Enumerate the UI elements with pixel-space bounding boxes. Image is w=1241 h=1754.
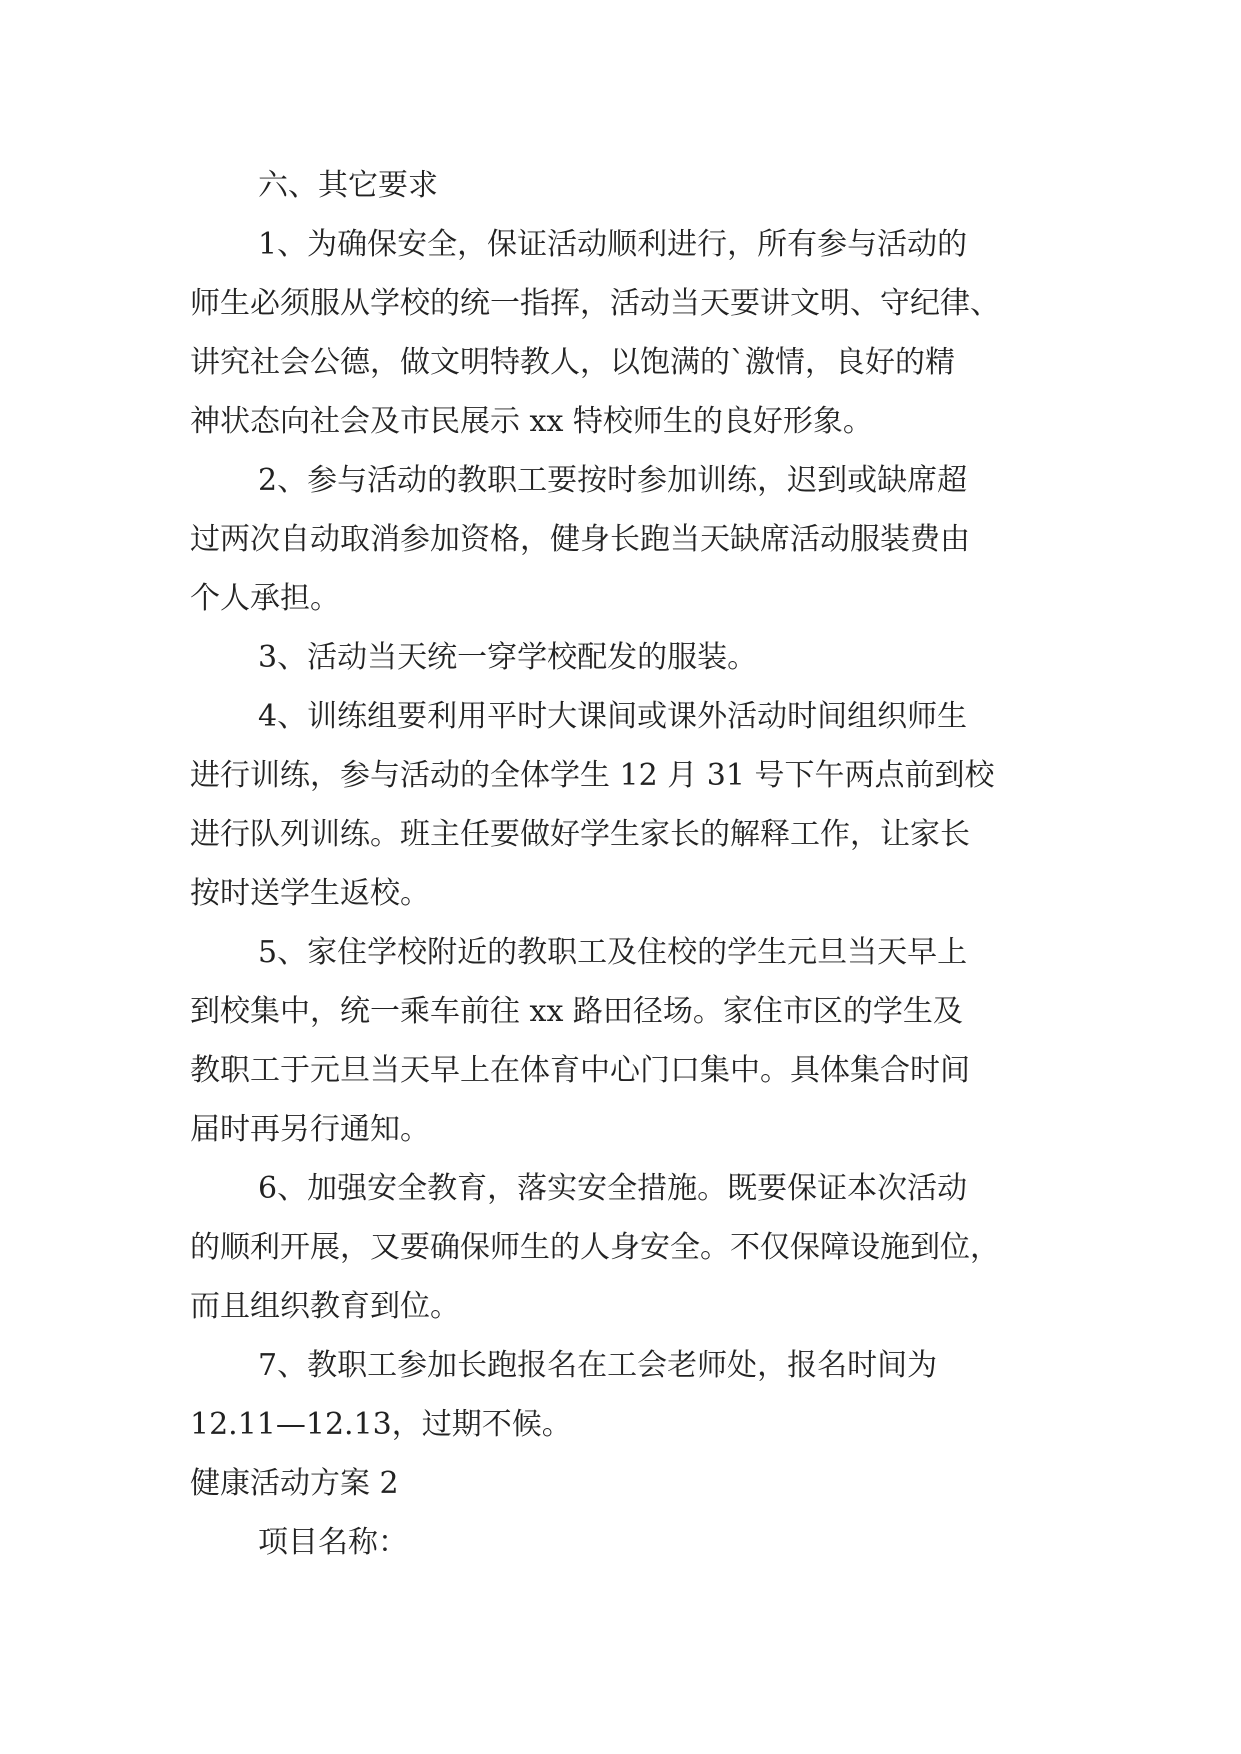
- paragraph-line: 7、教职工参加长跑报名在工会老师处，报名时间为: [258, 1348, 938, 1383]
- section-heading: 六、其它要求: [258, 168, 438, 203]
- paragraph-line: 按时送学生返校。: [190, 876, 430, 911]
- paragraph-line: 1、为确保安全，保证活动顺利进行，所有参与活动的: [258, 227, 968, 262]
- paragraph-line: 5、家住学校附近的教职工及住校的学生元旦当天早上: [258, 935, 968, 970]
- paragraph-line: 师生必须服从学校的统一指挥，活动当天要讲文明、守纪律、: [190, 286, 1000, 321]
- paragraph-line: 届时再另行通知。: [190, 1112, 430, 1147]
- paragraph-line: 3、活动当天统一穿学校配发的服装。: [258, 640, 758, 675]
- paragraph-line: 4、训练组要利用平时大课间或课外活动时间组织师生: [258, 699, 968, 734]
- paragraph-line: 而且组织教育到位。: [190, 1289, 460, 1324]
- paragraph-line: 过两次自动取消参加资格，健身长跑当天缺席活动服装费由: [190, 522, 970, 557]
- paragraph-line: 进行训练，参与活动的全体学生 12 月 31 号下午两点前到校: [190, 758, 995, 793]
- paragraph-line: 神状态向社会及市民展示 xx 特校师生的良好形象。: [190, 404, 873, 439]
- paragraph-line: 6、加强安全教育，落实安全措施。既要保证本次活动: [258, 1171, 968, 1206]
- field-label: 项目名称：: [258, 1525, 408, 1560]
- paragraph-line: 的顺利开展，又要确保师生的人身安全。不仅保障设施到位，: [190, 1230, 1000, 1265]
- paragraph-line: 进行队列训练。班主任要做好学生家长的解释工作，让家长: [190, 817, 970, 852]
- paragraph-line: 教职工于元旦当天早上在体育中心门口集中。具体集合时间: [190, 1053, 970, 1088]
- paragraph-line: 12.11—12.13，过期不候。: [190, 1407, 572, 1442]
- paragraph-line: 个人承担。: [190, 581, 340, 616]
- paragraph-line: 讲究社会公德，做文明特教人，以饱满的`激情，良好的精: [190, 345, 955, 380]
- paragraph-line: 2、参与活动的教职工要按时参加训练，迟到或缺席超: [258, 463, 968, 498]
- document-title: 健康活动方案 2: [190, 1466, 399, 1501]
- paragraph-line: 到校集中，统一乘车前往 xx 路田径场。家住市区的学生及: [190, 994, 963, 1029]
